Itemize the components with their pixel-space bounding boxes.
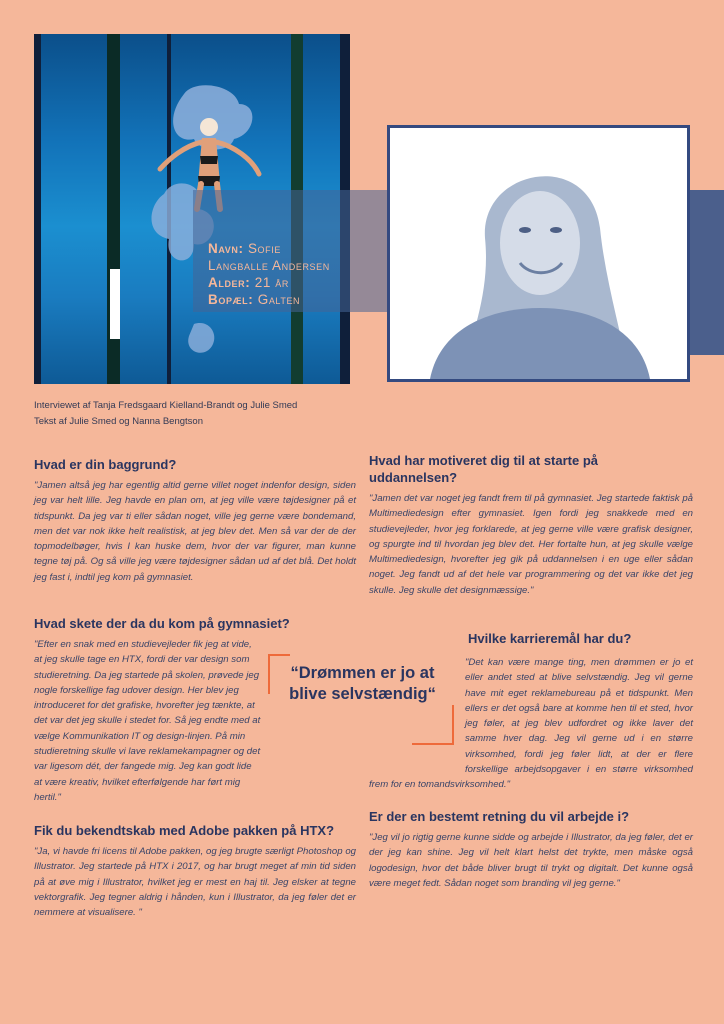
credits	[34, 398, 297, 430]
answer-career-text: "Det kan være mange ting, men drømmen er jo et eller andet sted at blive selvstændig. Jeg vil gerne have mit eget reklamebureau på et tidspunkt. Men ellers er det også bare at komme hen til et sted, hvor jeg føler, at jeg blev udfordret og ikke laver det samme hver dag. Jeg vil gerne ud i en større virksomhed, fordi jeg føler lidt, at der er flere forskellige arbejdsopgaver i en større virksomhed frem for en tomandsvirksomhed."	[369, 657, 693, 791]
home-value: Galten	[257, 292, 301, 307]
question-gymnasium: Hvad skete der da du kom på gymnasiet?	[34, 616, 290, 631]
question-background: Hvad er din baggrund?	[34, 457, 177, 472]
question-adobe: Fik du bekendtskab med Adobe pakken på HTX?	[34, 823, 335, 838]
age-value: 21 år	[254, 275, 289, 290]
age-label: Alder:	[208, 275, 251, 290]
credits-text: Tekst af Julie Smed og Nanna Bengtson	[34, 416, 203, 427]
quote-line-top	[268, 654, 290, 656]
name-label: Navn:	[208, 241, 244, 256]
answer-background: "Jamen altså jeg har egentlig altid gerne villet noget indenfor design, siden jeg var helt lille. Jeg havde en plan om, at jeg ville være tøjdesigner på et tidspunkt. Da jeg var ti eller sådan noget, ville jeg gerne være bondemand, men det var nok ikke helt realistisk, at jeg blev det. Men så var der de der topmodelbøger, hvis I kan huske dem, hvor der var figurer, man kunne tegne tøj på. Og så ville jeg være tøjdesigner sådan ud af det blå. Det holdt jeg fast i, indtil jeg kom på gymnasiet.	[34, 480, 356, 583]
quote-line-left	[268, 654, 270, 694]
answer-adobe: "Ja, vi havde fri licens til Adobe pakken, og jeg brugte særligt Photoshop og Illustrator. Jeg startede på HTX i 2017, og har brugt meget af min tid siden på at øve mig i Illustrator, hvilket jeg er mest en haj til. Jeg elsker at tegne vektorgrafik. Jeg tegner aldrig i hånden, kun i Illustrator, da jeg føler det er nemmere at visualisere. "	[34, 846, 356, 919]
portrait-photo	[387, 125, 690, 382]
answer-motivation: "Jamen det var noget jeg fandt frem til på gymnasiet. Jeg startede faktisk på Multimediedesign efter gymnasiet. Igen fordi jeg snakkede med en studievejleder, hvor jeg forklarede, at jeg gerne ville være grafisk designer, og spurgte ind til hvordan jeg blev det. Her fortalte hun, at jeg skulle vælge Multimediedesign, hvorefter jeg gik på uddannelsen i en uge eller sådan noget. Jeg fandt ud af det hele var programmering og det var ikke det jeg skulle. Jeg skulle det designmæssige."	[369, 493, 693, 596]
question-career: Hvilke karrieremål har du?	[468, 631, 632, 646]
question-direction: Er der en bestemt retning du vil arbejde i?	[369, 809, 630, 824]
quote-float-spacer	[369, 655, 465, 763]
answer-career	[369, 655, 693, 793]
photo-accent-bar	[687, 190, 724, 355]
name-value-2: Langballe Andersen	[208, 258, 330, 273]
home-label: Bopæl:	[208, 292, 254, 307]
name-value: Sofie	[247, 241, 281, 256]
question-motivation: Hvad har motiveret dig til at starte på uddannelsen?	[369, 453, 599, 485]
credits-interview: Interviewet af Tanja Fredsgaard Kielland-Brandt og Julie Smed	[34, 400, 298, 411]
pull-quote: “Drømmen er jo at blive selvstændig“	[289, 664, 436, 703]
profile-info	[208, 240, 388, 308]
answer-direction: "Jeg vil jo rigtig gerne kunne sidde og arbejde i Illustrator, da jeg føler, det er der jeg kan shine. Jeg vil helt klart helst det trykte, men måske også logodesign, hvor det både bliver brugt til trykt og digitalt. Det kunne også være meget fedt. Sådan noget som branding vil jeg gerne."	[369, 832, 693, 889]
answer-gymnasium: "Efter en snak med en studievejleder fik jeg at vide, at jeg skulle tage en HTX, fordi der var design som studieretning. Da jeg startede på skolen, prøvede jeg nogle forskellige fag udover design. Her blev jeg introduceret for det grafiske, hvorefter jeg tænkte, at det var det jeg skulle i stedet for. Så jeg endte med at vælge Kommunikation IT og design-linjen. På min studieretning skulle vi lave reklamekampagner og det var ligesom dét, der fangede mig. Jeg kan godt lide at være kreativ, hvilket efterfølgende har ført mig hertil."	[34, 639, 261, 803]
